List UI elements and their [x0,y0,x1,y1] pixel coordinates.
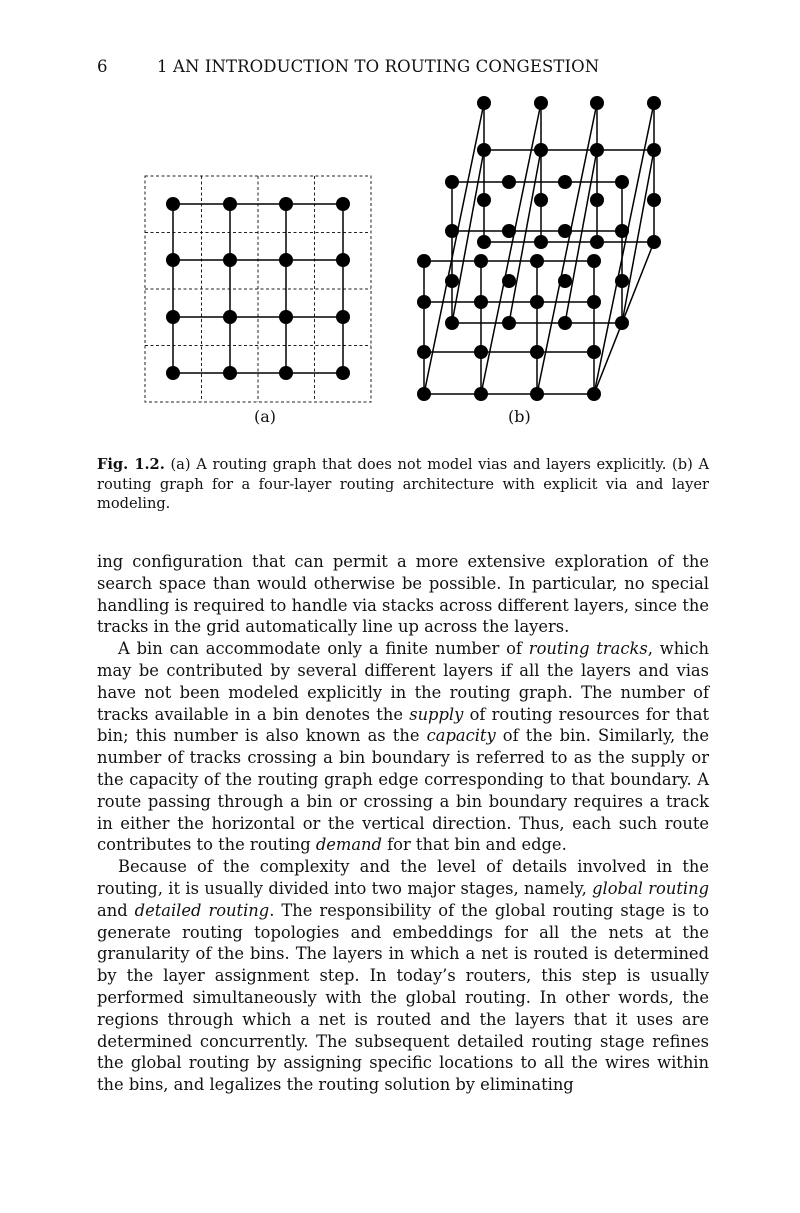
routing-graph-figure [0,0,800,440]
figure-b-label: (b) [508,407,531,426]
term-supply: supply [409,704,464,724]
figure-a-label: (a) [254,407,277,426]
p3-text-c: . The responsibility of the global routing stage is to generate routing topologies and embeddings for all the nets at the granularity of the bins. The layers in which a net is routed is determined by the layer assignment step. In today’s routers, this step is usually performed simultaneously with the global routing. In other words, the regions through which a net is routed and the layers that it uses are determined concurrently. The subsequent detailed routing stage refines the global routing by assigning specific locations to all the wires within the bins, and legalizes the routing solution by eliminating [97,900,710,1095]
body-text [97,551,709,1096]
p2-text-e: for that bin and edge. [381,835,567,855]
p2-text-c: of routing resources for that bin; this number is also known as the [97,704,709,746]
running-title: 1 AN INTRODUCTION TO ROUTING CONGESTION [157,57,600,76]
figure-b-layer-4 [484,103,654,242]
figure-a-bin-grid [145,176,371,402]
term-routing-tracks: routing tracks [528,639,648,659]
figure-caption [97,455,709,514]
paragraph-3 [97,856,709,1096]
p2-text-d: of the bin. Similarly, the number of tracks crossing a bin boundary is referred to as the supply or the capacity of the routing graph edge corresponding to that boundary. A route passing through a bin or crossing a bin boundary requires a track in either the horizontal or the vertical direction. Thus, each such route contributes to the routing [97,726,709,855]
term-demand: demand [315,835,382,855]
p3-text-a: Because of the complexity and the level of details involved in the routing, it is usually divided into two major stages, namely, [97,857,709,898]
paragraph-2 [97,638,709,856]
paragraph-1: ing configuration that can permit a more extensive exploration of the search space than would otherwise be possible. In particular, no special handling is required to handle via stacks across different layers, since the tracks in the grid automatically line up across the layers. [97,552,709,637]
caption-label: Fig. 1.2. [97,456,165,473]
p2-text-b: , which may be contributed by several different layers if all the layers and vias have not been modeled explicitly in the routing graph. The number of tracks available in a bin denotes the [97,639,709,724]
page-number: 6 [97,57,108,76]
p3-text-b: and [97,900,135,920]
term-detailed-routing: detailed routing [134,900,270,920]
term-capacity: capacity [426,726,496,746]
term-global-routing: global routing [592,878,709,898]
figure-b-layer-1 [424,352,594,394]
p2-text-a: A bin can accommodate only a finite number of [118,639,529,659]
caption-text: (a) A routing graph that does not model vias and layers explicitly. (b) A routing graph for a four-layer routing architecture with explicit via and layer modeling. [97,456,709,512]
